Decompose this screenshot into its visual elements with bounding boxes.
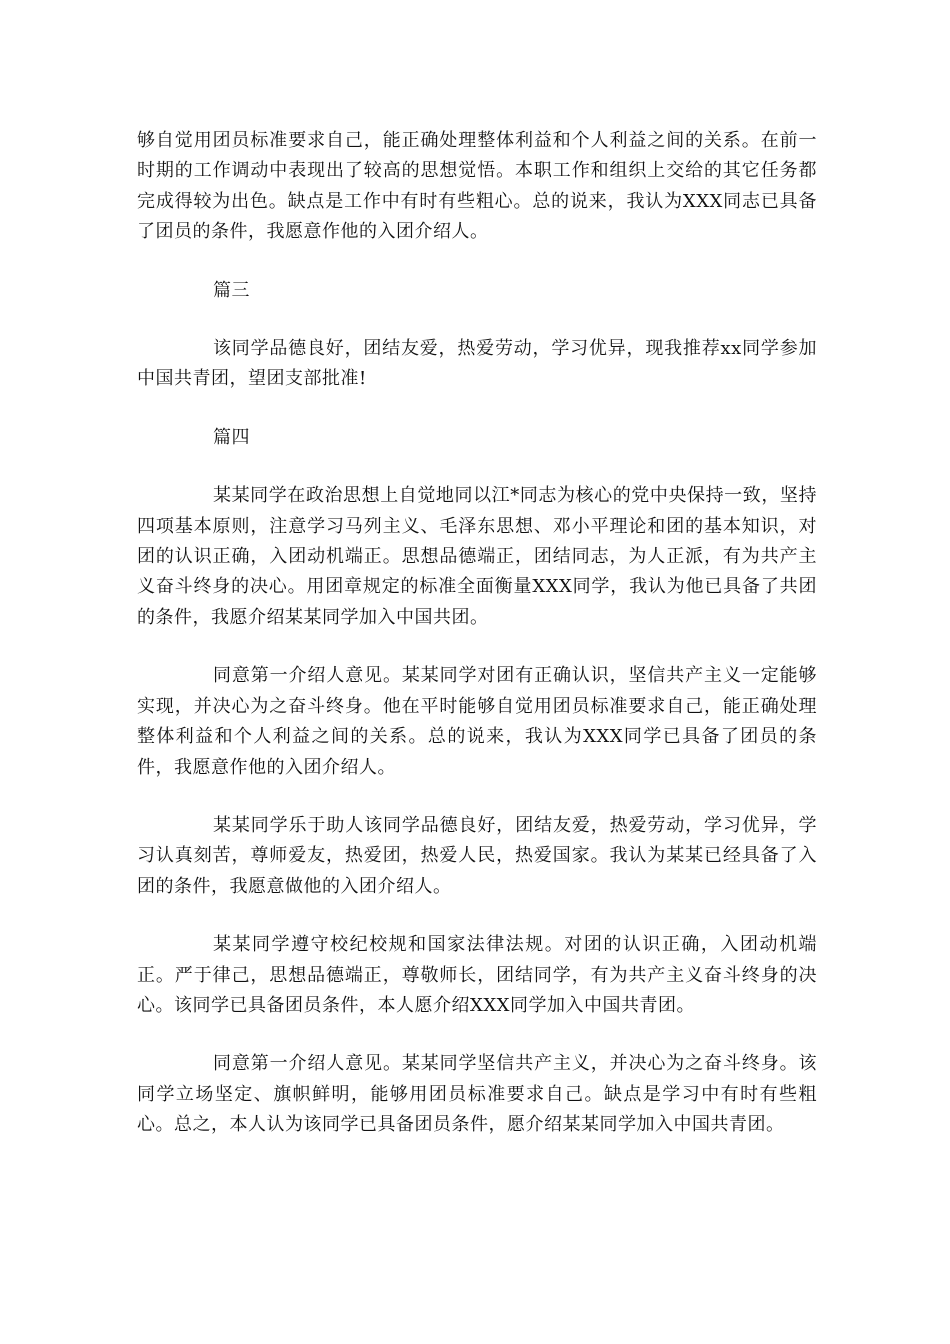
paragraph-introducer-opinion-1: 某某同学在政治思想上自觉地同以江*同志为核心的党中央保持一致，坚持四项基本原则，注意学习马列主义、毛泽东思想、邓小平理论和团的基本知识，对团的认识正确，入团动机端正。思想品德端正，团结同志，为人正派，有为共产主义奋斗终身的决心。用团章规定的标准全面衡量XXX同学，我认为他已具备了共团的条件，我愿介绍某某同学加入中国共团。 bbox=[137, 485, 817, 628]
paragraph-introducer-opinion-5: 同意第一介绍人意见。某某同学坚信共产主义，并决心为之奋斗终身。该同学立场坚定、旗帜鲜明，能够用团员标准要求自己。缺点是学习中有时有些粗心。总之，本人认为该同学已具备团员条件，愿介绍某某同学加入中国共青团。 bbox=[137, 1053, 817, 1136]
paragraph-recommendation: 该同学品德良好，团结友爱，热爱劳动，学习优异，现我推荐xx同学参加中国共青团，望团支部批准! bbox=[137, 338, 817, 390]
paragraph-introducer-opinion-2: 同意第一介绍人意见。某某同学对团有正确认识，坚信共产主义一定能够实现，并决心为之奋斗终身。他在平时能够自觉用团员标准要求自己，能正确处理整体利益和个人利益之间的关系。总的说来，我认为XXX同学已具备了团员的条件，我愿意作他的入团介绍人。 bbox=[137, 665, 817, 778]
document-page bbox=[137, 126, 817, 1169]
section-heading-4: 篇四 bbox=[213, 426, 250, 448]
paragraph-introducer-opinion-4: 某某同学遵守校纪校规和国家法律法规。对团的认识正确，入团动机端正。严于律己，思想品德端正，尊敬师长，团结同学，有为共产主义奋斗终身的决心。该同学已具备团员条件，本人愿介绍XXX同学加入中国共青团。 bbox=[137, 934, 817, 1016]
paragraph-continuation: 够自觉用团员标准要求自己，能正确处理整体利益和个人利益之间的关系。在前一时期的工作调动中表现出了较高的思想觉悟。本职工作和组织上交给的其它任务都完成得较为出色。缺点是工作中有时有些粗心。总的说来，我认为XXX同志已具备了团员的条件，我愿意作他的入团介绍人。 bbox=[137, 130, 817, 243]
section-heading-3: 篇三 bbox=[213, 279, 250, 301]
paragraph-introducer-opinion-3: 某某同学乐于助人该同学品德良好，团结友爱，热爱劳动，学习优异，学习认真刻苦，尊师爱友，热爱团，热爱人民，热爱国家。我认为某某已经具备了入团的条件，我愿意做他的入团介绍人。 bbox=[137, 814, 817, 897]
